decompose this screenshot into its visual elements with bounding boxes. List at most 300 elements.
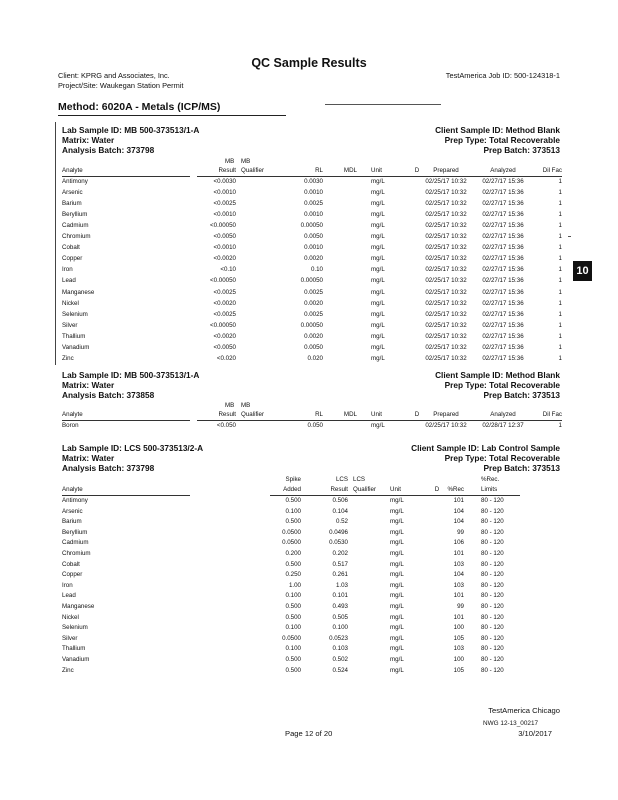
cell-analyzed: 02/27/17 15:36 xyxy=(482,354,524,362)
cell-analyte: Antimony xyxy=(62,497,88,504)
cell-unit: mg/L xyxy=(390,497,404,504)
cell-unit: mg/L xyxy=(371,310,385,318)
cell-prepared: 02/25/17 10:32 xyxy=(425,277,467,285)
cell-analyzed: 02/27/17 15:36 xyxy=(482,266,524,274)
cell-unit: mg/L xyxy=(371,189,385,197)
cell-rl: 0.0010 xyxy=(304,211,323,219)
col-header-rl: RL xyxy=(315,167,323,174)
cell-result: <0.0020 xyxy=(213,299,236,307)
cell-limits: 80 - 120 xyxy=(481,507,504,515)
cell-result: 0.103 xyxy=(332,645,348,653)
cell-rec: 105 xyxy=(453,634,464,642)
cell-unit: mg/L xyxy=(371,255,385,263)
col-top-lcs-qualifier: LCS xyxy=(353,476,366,483)
cell-unit: mg/L xyxy=(390,571,404,579)
cell-analyte: Selenium xyxy=(62,624,88,632)
cell-dil-fac: 1 xyxy=(558,200,562,208)
cell-prepared: 02/25/17 10:32 xyxy=(425,200,467,208)
cell-dil-fac: 1 xyxy=(558,255,562,263)
cell-prepared: 02/25/17 10:32 xyxy=(425,310,467,318)
cell-limits: 80 - 120 xyxy=(481,539,504,547)
cell-prepared: 02/25/17 10:32 xyxy=(425,222,467,230)
cell-analyte: Thallium xyxy=(62,645,86,653)
cell-result: <0.0025 xyxy=(213,288,236,296)
col-top-rec-limits: %Rec. xyxy=(481,476,500,483)
cell-rl: 0.0030 xyxy=(304,178,323,185)
cell-limits: 80 - 120 xyxy=(481,624,504,632)
cell-analyzed: 02/27/17 15:36 xyxy=(482,255,524,263)
col-header-analyte: Analyte xyxy=(62,411,83,418)
col-header-limits: Limits xyxy=(481,486,498,493)
cell-prepared: 02/25/17 10:32 xyxy=(425,211,467,219)
section-tab: 10 xyxy=(573,261,592,281)
cell-analyte: Nickel xyxy=(62,299,79,307)
cell-added: 0.100 xyxy=(285,592,301,600)
cell-result: 0.0530 xyxy=(329,539,348,547)
page-title: QC Sample Results xyxy=(251,56,367,70)
cell-unit: mg/L xyxy=(371,178,385,185)
col-header-dil-fac: Dil Fac xyxy=(542,167,562,174)
cell-analyzed: 02/27/17 15:36 xyxy=(482,244,524,252)
col-header-d: D xyxy=(414,411,420,418)
cell-rec: 103 xyxy=(453,581,464,589)
cell-unit: mg/L xyxy=(371,266,385,274)
cell-analyte: Arsenic xyxy=(62,189,83,197)
cell-result: <0.0025 xyxy=(213,200,236,208)
col-top-mb-qualifier: MB xyxy=(241,158,251,165)
header-rule-analyte xyxy=(62,495,190,496)
cell-unit: mg/L xyxy=(371,332,385,340)
cell-analyte: Antimony xyxy=(62,178,88,185)
matrix: Matrix: Water xyxy=(62,453,115,463)
header-rule-analyte xyxy=(62,420,190,421)
cell-unit: mg/L xyxy=(390,603,404,610)
cell-result: 0.505 xyxy=(332,613,348,621)
cell-analyte: Vanadium xyxy=(62,343,90,351)
signature-line xyxy=(325,104,441,105)
cell-limits: 80 - 120 xyxy=(481,528,504,536)
cell-limits: 80 - 120 xyxy=(481,571,504,579)
cell-result: <0.0030 xyxy=(213,178,236,185)
cell-rec: 105 xyxy=(453,666,464,674)
col-header-result: Result xyxy=(330,486,348,493)
cell-dil-fac: 1 xyxy=(558,332,562,340)
cell-analyte: Barium xyxy=(62,518,82,526)
cell-rl: 0.0010 xyxy=(304,244,323,252)
cell-analyte: Iron xyxy=(62,266,73,274)
client-sample-id: Client Sample ID: Lab Control Sample xyxy=(411,443,560,453)
cell-unit: mg/L xyxy=(390,624,404,632)
cell-limits: 80 - 120 xyxy=(481,645,504,653)
cell-added: 0.500 xyxy=(285,613,301,621)
margin-mark xyxy=(568,236,571,237)
cell-analyzed: 02/28/17 12:37 xyxy=(482,422,524,429)
project-site: Project/Site: Waukegan Station Permit xyxy=(58,81,184,90)
cell-limits: 80 - 120 xyxy=(481,656,504,663)
cell-analyzed: 02/27/17 15:36 xyxy=(482,189,524,197)
cell-rl: 0.00050 xyxy=(300,321,323,329)
footer-page-number: Page 12 of 20 xyxy=(285,729,333,738)
cell-limits: 80 - 120 xyxy=(481,603,504,610)
cell-analyte: Iron xyxy=(62,581,73,589)
cell-result: <0.00050 xyxy=(210,222,236,230)
cell-unit: mg/L xyxy=(371,354,385,362)
col-header-d: D xyxy=(414,167,420,174)
cell-analyzed: 02/27/17 15:36 xyxy=(482,233,524,241)
cell-unit: mg/L xyxy=(371,277,385,285)
cell-unit: mg/L xyxy=(390,539,404,547)
cell-unit: mg/L xyxy=(390,581,404,589)
cell-added: 0.0500 xyxy=(282,539,301,547)
cell-added: 0.500 xyxy=(285,603,301,610)
cell-limits: 80 - 120 xyxy=(481,666,504,674)
cell-unit: mg/L xyxy=(371,321,385,329)
cell-unit: mg/L xyxy=(371,299,385,307)
cell-dil-fac: 1 xyxy=(558,299,562,307)
col-header-unit: Unit xyxy=(390,486,402,493)
col-top-mb-qualifier: MB xyxy=(241,402,251,409)
header-rule-analyte xyxy=(62,176,190,177)
cell-analyte: Cadmium xyxy=(62,222,89,230)
cell-result: <0.0050 xyxy=(213,233,236,241)
cell-rec: 100 xyxy=(453,624,464,632)
cell-result: 1.03 xyxy=(335,581,348,589)
col-header-analyzed: Analyzed xyxy=(490,167,516,174)
cell-prepared: 02/25/17 10:32 xyxy=(425,255,467,263)
cell-dil-fac: 1 xyxy=(558,178,562,185)
cell-result: <0.0010 xyxy=(213,211,236,219)
cell-rec: 101 xyxy=(453,550,464,557)
cell-result: 0.202 xyxy=(332,550,348,557)
cell-unit: mg/L xyxy=(371,233,385,241)
cell-analyzed: 02/27/17 15:36 xyxy=(482,178,524,185)
cell-dil-fac: 1 xyxy=(558,211,562,219)
cell-unit: mg/L xyxy=(371,244,385,252)
cell-added: 1.00 xyxy=(288,581,301,589)
footer-date: 3/10/2017 xyxy=(518,729,552,738)
cell-dil-fac: 1 xyxy=(558,189,562,197)
cell-rl: 0.00050 xyxy=(300,222,323,230)
cell-unit: mg/L xyxy=(371,222,385,230)
matrix: Matrix: Water xyxy=(62,380,115,390)
cell-analyte: Chromium xyxy=(62,550,91,557)
cell-rl: 0.0025 xyxy=(304,200,323,208)
cell-rl: 0.050 xyxy=(307,422,323,429)
col-header-result: Result xyxy=(218,167,236,174)
cell-result: <0.00050 xyxy=(210,277,236,285)
cell-added: 0.200 xyxy=(285,550,301,557)
cell-analyzed: 02/27/17 15:36 xyxy=(482,310,524,318)
cell-dil-fac: 1 xyxy=(558,288,562,296)
cell-analyzed: 02/27/17 15:36 xyxy=(482,288,524,296)
cell-rec: 100 xyxy=(453,656,464,663)
cell-analyte: Arsenic xyxy=(62,507,83,515)
cell-prepared: 02/25/17 10:32 xyxy=(425,343,467,351)
client-sample-id: Client Sample ID: Method Blank xyxy=(435,370,560,380)
cell-result: 0.52 xyxy=(335,518,348,526)
cell-analyte: Boron xyxy=(62,422,79,429)
method-heading: Method: 6020A - Metals (ICP/MS) xyxy=(58,101,221,113)
col-header-analyte: Analyte xyxy=(62,167,83,174)
cell-prepared: 02/25/17 10:32 xyxy=(425,266,467,274)
cell-rec: 99 xyxy=(457,528,464,536)
cell-analyte: Copper xyxy=(62,255,83,263)
cell-dil-fac: 1 xyxy=(558,422,562,429)
cell-result: 0.0523 xyxy=(329,634,348,642)
cell-prepared: 02/25/17 10:32 xyxy=(425,233,467,241)
cell-analyzed: 02/27/17 15:36 xyxy=(482,343,524,351)
cell-rl: 0.00050 xyxy=(300,277,323,285)
cell-added: 0.100 xyxy=(285,624,301,632)
cell-rl: 0.0050 xyxy=(304,343,323,351)
analysis-batch: Analysis Batch: 373798 xyxy=(62,463,155,473)
cell-unit: mg/L xyxy=(390,528,404,536)
cell-added: 0.250 xyxy=(285,571,301,579)
cell-analyte: Cadmium xyxy=(62,539,89,547)
cell-dil-fac: 1 xyxy=(558,277,562,285)
cell-rl: 0.0025 xyxy=(304,288,323,296)
cell-analyte: Silver xyxy=(62,321,78,329)
cell-added: 0.500 xyxy=(285,518,301,526)
cell-rl: 0.0025 xyxy=(304,310,323,318)
cell-limits: 80 - 120 xyxy=(481,613,504,621)
col-top-spike: Spike xyxy=(285,476,301,483)
lab-sample-id: Lab Sample ID: LCS 500-373513/2-A xyxy=(62,443,204,453)
cell-limits: 80 - 120 xyxy=(481,581,504,589)
col-header-rec: %Rec xyxy=(447,486,464,493)
cell-unit: mg/L xyxy=(390,634,404,642)
cell-rec: 101 xyxy=(453,592,464,600)
cell-result: <0.10 xyxy=(220,266,236,274)
cell-result: 0.101 xyxy=(332,592,348,600)
cell-analyte: Cobalt xyxy=(62,560,80,568)
method-underline xyxy=(58,115,286,116)
footer-doc-ref: NWG 12-13_00217 xyxy=(483,720,539,727)
cell-analyte: Selenium xyxy=(62,310,88,318)
cell-analyte: Zinc xyxy=(62,666,74,674)
cell-analyte: Copper xyxy=(62,571,83,579)
cell-analyte: Silver xyxy=(62,634,78,642)
cell-analyte: Barium xyxy=(62,200,82,208)
col-header-unit: Unit xyxy=(371,411,383,418)
cell-result: <0.0010 xyxy=(213,244,236,252)
matrix: Matrix: Water xyxy=(62,135,115,145)
cell-rec: 103 xyxy=(453,645,464,653)
cell-unit: mg/L xyxy=(390,666,404,674)
cell-rl: 0.0010 xyxy=(304,189,323,197)
cell-rec: 103 xyxy=(453,560,464,568)
cell-rec: 104 xyxy=(453,571,464,579)
prep-batch: Prep Batch: 373513 xyxy=(483,145,560,155)
client-sample-id: Client Sample ID: Method Blank xyxy=(435,125,560,135)
cell-analyzed: 02/27/17 15:36 xyxy=(482,222,524,230)
cell-result: <0.00050 xyxy=(210,321,236,329)
cell-added: 0.500 xyxy=(285,497,301,504)
cell-analyte: Cobalt xyxy=(62,244,80,252)
cell-added: 0.100 xyxy=(285,645,301,653)
cell-dil-fac: 1 xyxy=(558,321,562,329)
cell-unit: mg/L xyxy=(371,200,385,208)
prep-batch: Prep Batch: 373513 xyxy=(483,463,560,473)
col-header-added: Added xyxy=(283,486,301,493)
cell-result: 0.0496 xyxy=(329,528,348,536)
cell-analyzed: 02/27/17 15:36 xyxy=(482,332,524,340)
col-header-analyzed: Analyzed xyxy=(490,411,516,418)
cell-unit: mg/L xyxy=(371,211,385,219)
cell-prepared: 02/25/17 10:32 xyxy=(425,189,467,197)
cell-analyte: Lead xyxy=(62,592,76,600)
cell-analyzed: 02/27/17 15:36 xyxy=(482,211,524,219)
cell-prepared: 02/25/17 10:32 xyxy=(425,354,467,362)
prep-type: Prep Type: Total Recoverable xyxy=(444,453,560,463)
cell-dil-fac: 1 xyxy=(558,310,562,318)
lab-sample-id: Lab Sample ID: MB 500-373513/1-A xyxy=(62,125,200,135)
job-id: TestAmerica Job ID: 500-124318-1 xyxy=(445,71,560,80)
cell-unit: mg/L xyxy=(390,645,404,653)
cell-analyte: Lead xyxy=(62,277,76,285)
cell-prepared: 02/25/17 10:32 xyxy=(425,299,467,307)
analysis-batch: Analysis Batch: 373798 xyxy=(62,145,155,155)
prep-type: Prep Type: Total Recoverable xyxy=(444,380,560,390)
cell-rl: 0.10 xyxy=(310,266,323,274)
cell-rl: 0.0020 xyxy=(304,332,323,340)
cell-analyzed: 02/27/17 15:36 xyxy=(482,321,524,329)
cell-added: 0.0500 xyxy=(282,634,301,642)
cell-analyte: Beryllium xyxy=(62,528,88,536)
cell-added: 0.0500 xyxy=(282,528,301,536)
cell-unit: mg/L xyxy=(390,592,404,600)
col-header-prepared: Prepared xyxy=(433,167,459,174)
header-rule-values xyxy=(197,176,562,177)
cell-result: 0.104 xyxy=(332,507,348,515)
cell-limits: 80 - 120 xyxy=(481,518,504,526)
client-name: Client: KPRG and Associates, Inc. xyxy=(58,71,170,80)
cell-added: 0.500 xyxy=(285,560,301,568)
cell-result: <0.0050 xyxy=(213,343,236,351)
cell-result: <0.050 xyxy=(216,422,236,429)
cell-analyzed: 02/27/17 15:36 xyxy=(482,277,524,285)
col-top-mb-result: MB xyxy=(225,158,235,165)
col-header-dil-fac: Dil Fac xyxy=(542,411,562,418)
cell-rec: 106 xyxy=(453,539,464,547)
cell-unit: mg/L xyxy=(390,560,404,568)
cell-unit: mg/L xyxy=(371,422,385,429)
col-top-lcs-result: LCS xyxy=(335,476,348,483)
cell-analyte: Vanadium xyxy=(62,656,90,663)
cell-result: 0.524 xyxy=(332,666,348,674)
header-rule-values xyxy=(197,420,562,421)
cell-added: 0.100 xyxy=(285,507,301,515)
cell-analyte: Nickel xyxy=(62,613,79,621)
col-top-mb-result: MB xyxy=(225,402,235,409)
cell-limits: 80 - 120 xyxy=(481,634,504,642)
cell-result: <0.0020 xyxy=(213,332,236,340)
cell-unit: mg/L xyxy=(390,550,404,557)
cell-dil-fac: 1 xyxy=(558,266,562,274)
cell-added: 0.500 xyxy=(285,656,301,663)
cell-result: <0.0010 xyxy=(213,189,236,197)
cell-prepared: 02/25/17 10:32 xyxy=(425,178,467,185)
cell-dil-fac: 1 xyxy=(558,343,562,351)
cell-unit: mg/L xyxy=(390,656,404,663)
cell-result: 0.100 xyxy=(332,624,348,632)
cell-unit: mg/L xyxy=(390,507,404,515)
cell-rec: 104 xyxy=(453,507,464,515)
cell-result: <0.020 xyxy=(216,354,236,362)
cell-dil-fac: 1 xyxy=(558,233,562,241)
cell-result: 0.261 xyxy=(332,571,348,579)
footer-company: TestAmerica Chicago xyxy=(488,706,560,715)
cell-unit: mg/L xyxy=(390,518,404,526)
cell-rl: 0.020 xyxy=(307,354,323,362)
cell-prepared: 02/25/17 10:32 xyxy=(425,288,467,296)
cell-analyte: Thallium xyxy=(62,332,86,340)
cell-unit: mg/L xyxy=(390,613,404,621)
cell-limits: 80 - 120 xyxy=(481,497,504,504)
col-header-qualifier: Qualifier xyxy=(241,167,265,174)
col-header-rl: RL xyxy=(315,411,323,418)
cell-result: 0.493 xyxy=(332,603,348,610)
cell-prepared: 02/25/17 10:32 xyxy=(425,332,467,340)
cell-limits: 80 - 120 xyxy=(481,560,504,568)
cell-rec: 99 xyxy=(457,603,464,610)
col-header-result: Result xyxy=(218,411,236,418)
cell-prepared: 02/25/17 10:32 xyxy=(425,321,467,329)
cell-analyzed: 02/27/17 15:36 xyxy=(482,299,524,307)
cell-rl: 0.0020 xyxy=(304,255,323,263)
cell-result: <0.0020 xyxy=(213,255,236,263)
cell-dil-fac: 1 xyxy=(558,244,562,252)
cell-analyte: Manganese xyxy=(62,603,95,610)
margin-rule xyxy=(55,122,56,365)
col-header-unit: Unit xyxy=(371,167,383,174)
cell-unit: mg/L xyxy=(371,343,385,351)
prep-batch: Prep Batch: 373513 xyxy=(483,390,560,400)
cell-unit: mg/L xyxy=(371,288,385,296)
cell-analyte: Manganese xyxy=(62,288,95,296)
cell-rl: 0.0050 xyxy=(304,233,323,241)
cell-analyzed: 02/27/17 15:36 xyxy=(482,200,524,208)
lab-sample-id: Lab Sample ID: MB 500-373513/1-A xyxy=(62,370,200,380)
col-header-qualifier: Qualifier xyxy=(241,411,265,418)
cell-result: <0.0025 xyxy=(213,310,236,318)
cell-result: 0.506 xyxy=(332,497,348,504)
analysis-batch: Analysis Batch: 373858 xyxy=(62,390,155,400)
cell-rec: 101 xyxy=(453,613,464,621)
col-header-analyte: Analyte xyxy=(62,486,83,493)
cell-result: 0.517 xyxy=(332,560,348,568)
cell-dil-fac: 1 xyxy=(558,354,562,362)
cell-prepared: 02/25/17 10:32 xyxy=(425,422,467,429)
col-header-d: D xyxy=(434,486,440,493)
cell-limits: 80 - 120 xyxy=(481,550,504,557)
cell-rl: 0.0020 xyxy=(304,299,323,307)
cell-dil-fac: 1 xyxy=(558,222,562,230)
cell-added: 0.500 xyxy=(285,666,301,674)
cell-rec: 101 xyxy=(453,497,464,504)
header-rule-values xyxy=(270,495,520,496)
cell-result: 0.502 xyxy=(332,656,348,663)
cell-analyte: Zinc xyxy=(62,354,74,362)
col-header-mdl: MDL xyxy=(343,411,357,418)
cell-limits: 80 - 120 xyxy=(481,592,504,600)
cell-analyte: Beryllium xyxy=(62,211,88,219)
cell-analyte: Chromium xyxy=(62,233,91,241)
cell-rec: 104 xyxy=(453,518,464,526)
col-header-qualifier: Qualifier xyxy=(353,486,377,493)
col-header-prepared: Prepared xyxy=(433,411,459,418)
cell-prepared: 02/25/17 10:32 xyxy=(425,244,467,252)
